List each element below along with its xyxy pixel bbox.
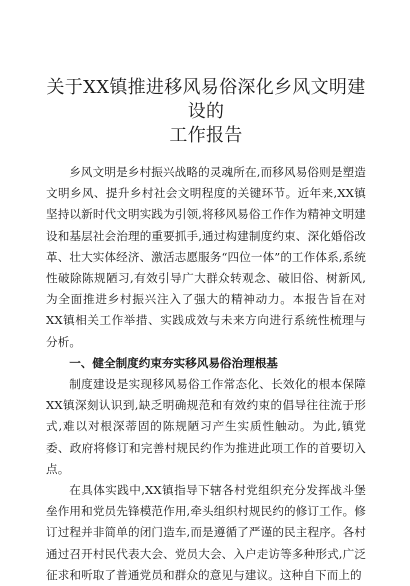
intro-paragraph: 乡风文明是乡村振兴战略的灵魂所在,而移风易俗则是塑造文明乡风、提升乡村社会文明程度的关键环节。近年来,XX镇坚持以新时代文明实践为引领,将移风易俗工作作为精神文明建设和基层社会治理的重要抓手,通过构建制度约束、深化婚俗改革、壮大实体经济、激活志愿服务“四位一体”的工作体系,系统性破除陈规陋习,有效引导广大群众转观念、破旧俗、树新风,为全面推进乡村振兴注入了强大的精神动力。本报告旨在对XX镇相关工作举措、实践成效与未来方向进行系统性梳理与分析。: [46, 165, 366, 349]
document-title-line-2: 工作报告: [169, 125, 243, 146]
section-paragraph: 制度建设是实现移风易俗工作常态化、长效化的根本保障XX镇深刻认识到,缺乏明确规范和有效约束的倡导往往流于形式,难以对根深蒂固的陈规陋习产生实质性触动。为此,镇党委、政府将修订和完善村规民约作为推进此项工作的首要切入点。: [46, 377, 366, 476]
document-title-line-1: 关于XX镇推进移风易俗深化乡风文明建设的: [46, 77, 366, 122]
document-title: [46, 76, 366, 148]
section-paragraph: 在具体实践中,XX镇指导下辖各村党组织充分发挥战斗堡垒作用和党员先锋模范作用,牵头组织村规民约的修订工作。修订过程并非简单的闭门造车,而是遵循了严谨的民主程序。各村通过召开村民代表大会、党员大会、入户走访等多种形式,广泛征求和听取了普通党员和群众的意见与建议。这种自下而上的: [46, 483, 366, 582]
section-heading: 一、健全制度约束夯实移风易俗治理根基: [69, 355, 278, 370]
